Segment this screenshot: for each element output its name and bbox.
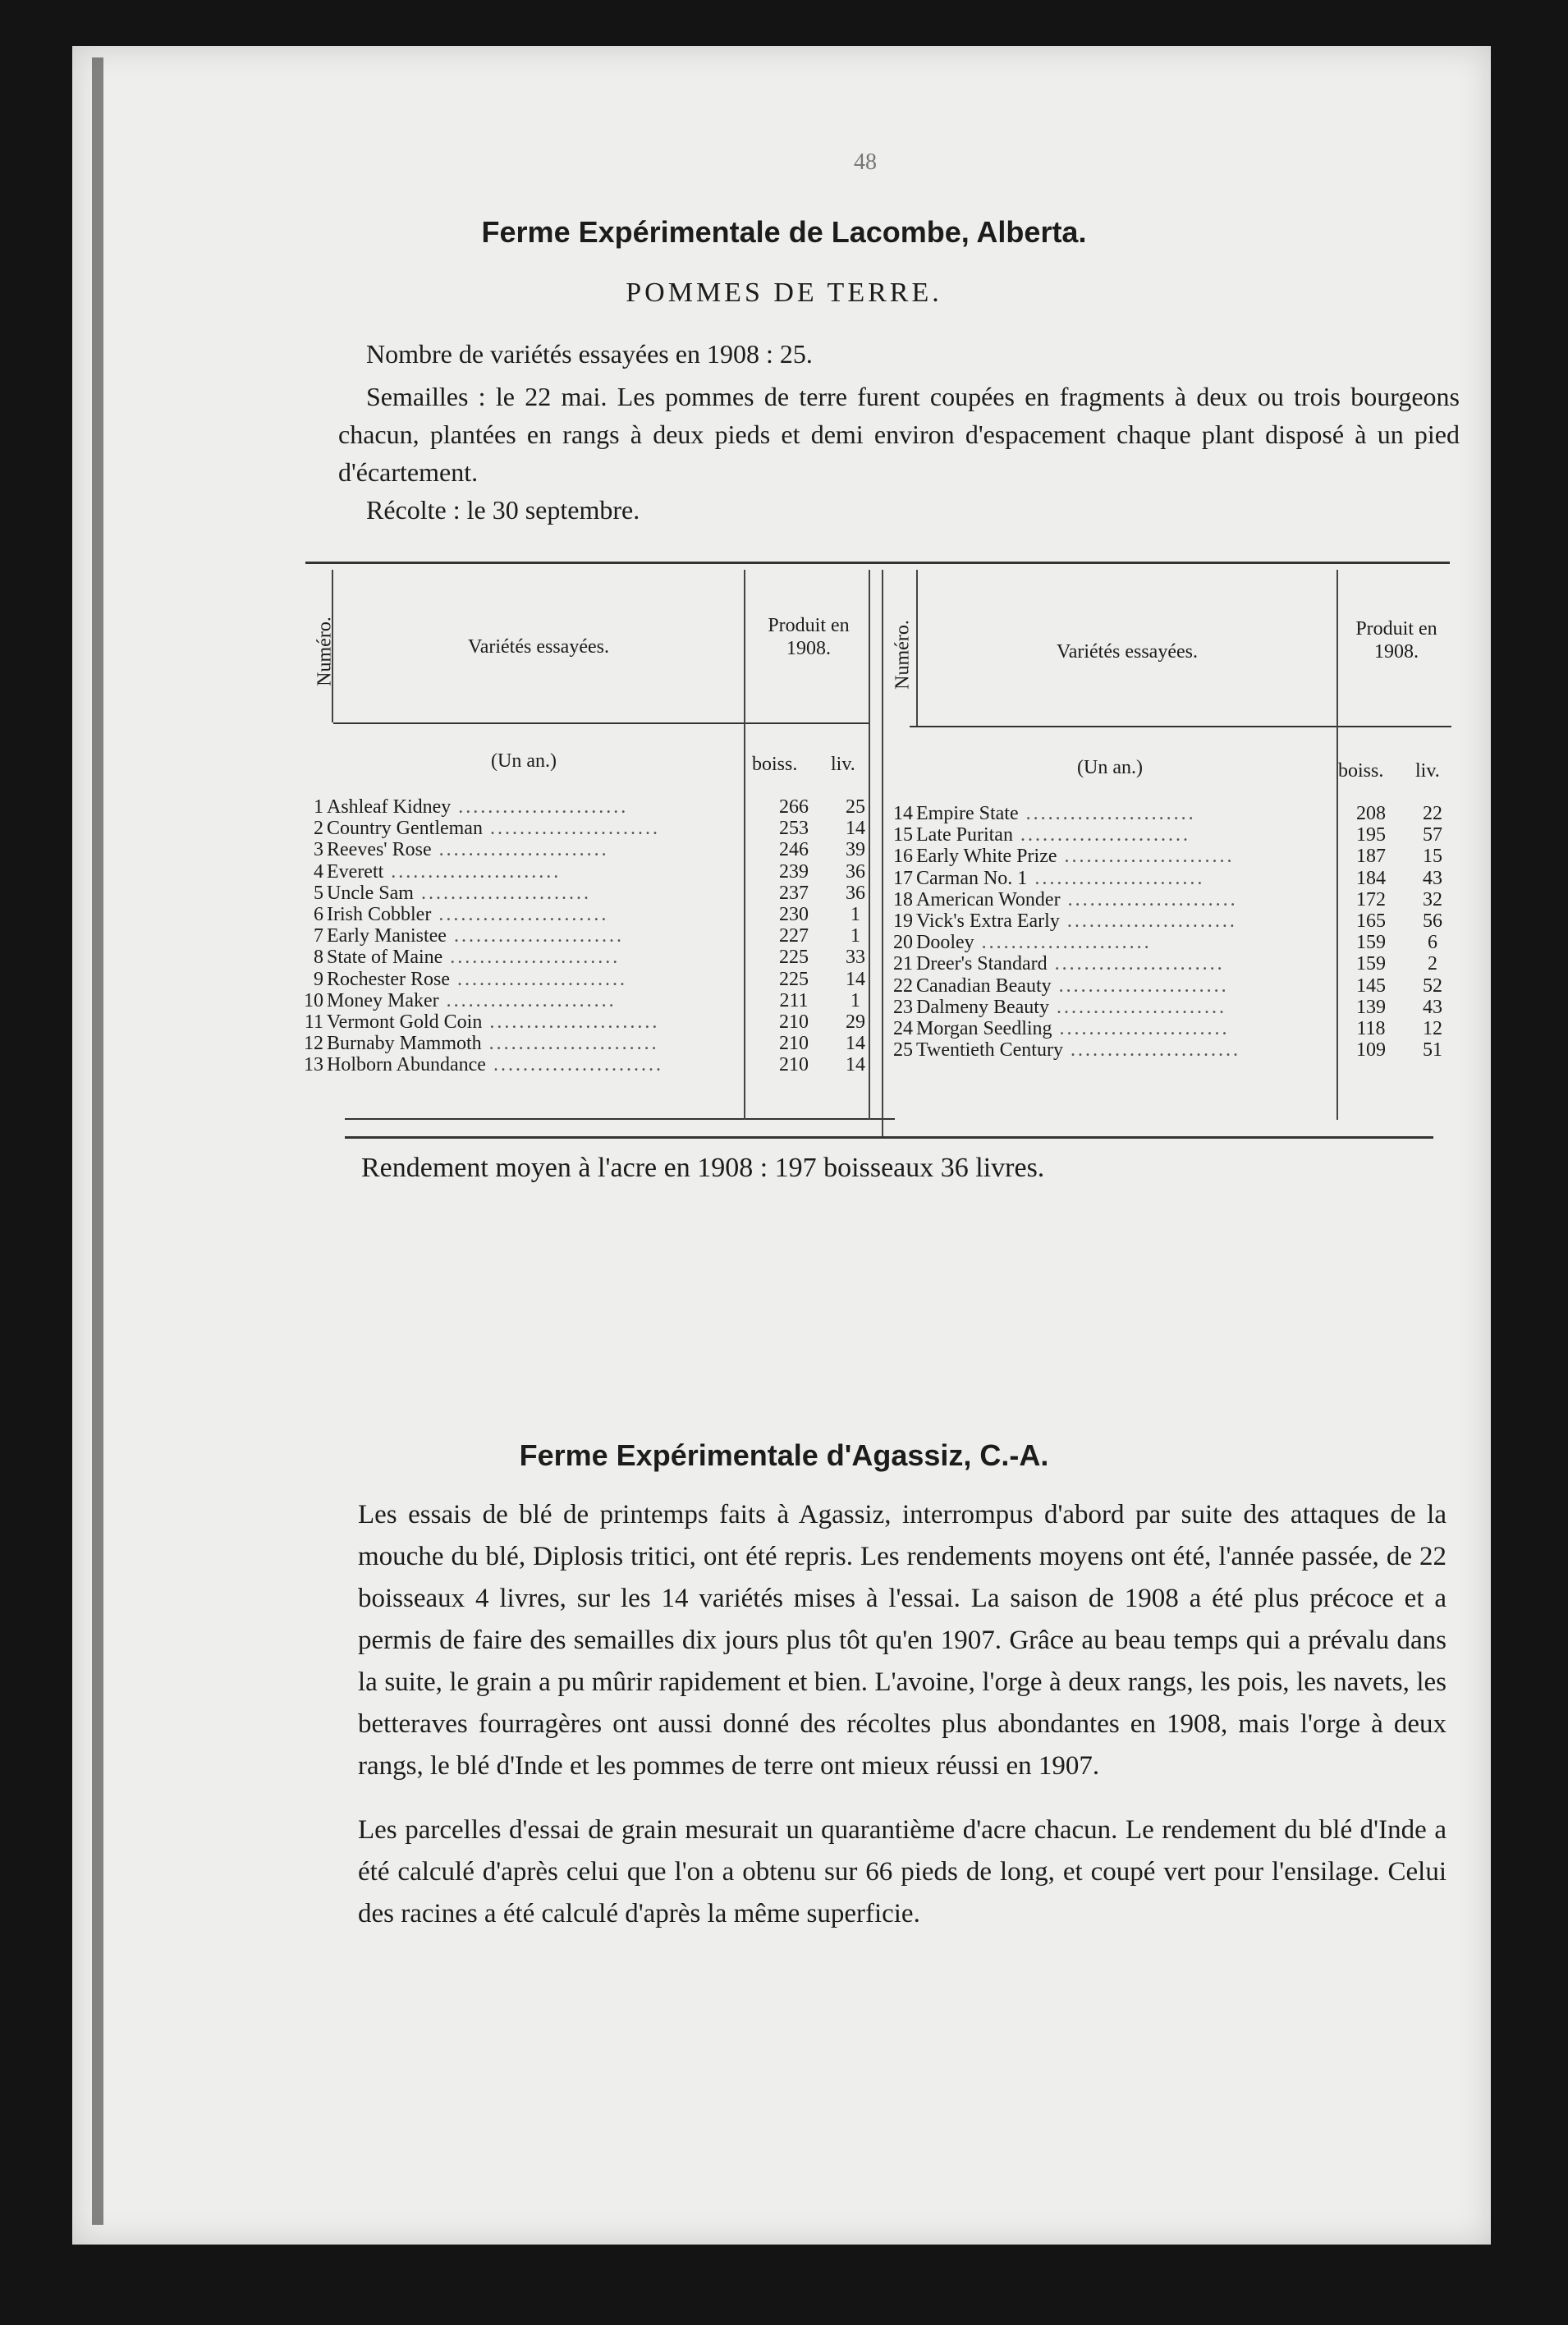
- row-number: 25: [893, 1039, 913, 1062]
- yield-boiss: 237: [779, 882, 809, 904]
- yield-boiss: 118: [1356, 1017, 1386, 1039]
- yield-boiss: 253: [779, 818, 809, 840]
- yield-liv: 39: [846, 839, 865, 861]
- table-row: [297, 1054, 872, 1075]
- yield-liv: 36: [846, 882, 865, 904]
- intro-recolte: Récolte : le 30 septembre.: [366, 495, 640, 525]
- variety-name: American Wonder .......................: [916, 888, 1238, 910]
- row-number: 19: [893, 910, 913, 932]
- yield-liv: 1: [850, 925, 860, 947]
- yield-boiss: 172: [1356, 888, 1386, 910]
- table-row: [887, 889, 1453, 910]
- row-number: 21: [893, 953, 913, 975]
- yield-liv: 43: [1423, 996, 1442, 1018]
- row-number: 16: [893, 846, 913, 868]
- variety-name: Rochester Rose .......................: [327, 968, 627, 990]
- page-number: 48: [854, 149, 877, 175]
- unit-liv-left: liv.: [831, 754, 855, 775]
- row-number: 22: [893, 974, 913, 997]
- variety-name: Early White Prize .......................: [916, 846, 1235, 868]
- yield-liv: 57: [1423, 824, 1442, 846]
- table-row: [887, 997, 1453, 1018]
- table-row: [887, 953, 1453, 974]
- row-number: 3: [314, 839, 323, 861]
- variety-name: Empire State .......................: [916, 803, 1196, 824]
- yield-liv: 51: [1423, 1039, 1442, 1062]
- variety-name: Canadian Beauty .......................: [916, 974, 1229, 997]
- table-right-body: [887, 803, 1453, 1061]
- variety-name: Dooley .......................: [916, 932, 1152, 954]
- unit-liv-right: liv.: [1415, 760, 1440, 782]
- row-number: 2: [314, 818, 323, 840]
- variety-name: Carman No. 1 .......................: [916, 867, 1205, 889]
- table-row: [297, 839, 872, 860]
- table-row: [887, 1018, 1453, 1039]
- row-number: 6: [314, 903, 323, 925]
- yield-boiss: 210: [779, 1011, 809, 1033]
- variety-name: Irish Cobbler .......................: [327, 903, 609, 925]
- yield-boiss: 211: [779, 989, 809, 1011]
- row-number: 14: [893, 803, 913, 824]
- yield-boiss: 165: [1356, 910, 1386, 932]
- variety-name: Money Maker .......................: [327, 989, 617, 1011]
- yield-liv: 25: [846, 796, 865, 818]
- row-number: 18: [893, 888, 913, 910]
- subheader-age-right: (Un an.): [1077, 757, 1143, 778]
- table-row: [297, 969, 872, 990]
- row-number: 15: [893, 824, 913, 846]
- yield-liv: 33: [846, 947, 865, 969]
- yield-liv: 1: [850, 989, 860, 1011]
- table-row: [887, 824, 1453, 846]
- variety-name: Morgan Seedling .......................: [916, 1017, 1230, 1039]
- average-yield: Rendement moyen à l'acre en 1908 : 197 boisseaux 36 livres.: [361, 1153, 1045, 1183]
- yield-boiss: 187: [1356, 846, 1386, 868]
- row-number: 11: [304, 1011, 323, 1033]
- variety-name: Reeves' Rose .......................: [327, 839, 609, 861]
- intro-semailles: Semailles : le 22 mai. Les pommes de terre furent coupées en fragments à deux ou trois bourgeons chacun, plantées en rangs à deux pieds et demi environ d'espacement chaque plant disposé à un pied d'écartement.: [338, 382, 1460, 487]
- table-top-rule: [305, 562, 1450, 564]
- variety-name: Dalmeny Beauty .......................: [916, 996, 1226, 1018]
- yield-liv: 56: [1423, 910, 1442, 932]
- yield-liv: 14: [846, 818, 865, 840]
- table-row: [297, 990, 872, 1011]
- yield-boiss: 159: [1356, 953, 1386, 975]
- table-row: [297, 818, 872, 839]
- yield-liv: 14: [846, 1033, 865, 1055]
- header-produit-left: Produit en 1908.: [768, 615, 850, 659]
- table-row: [887, 910, 1453, 932]
- yield-liv: 1: [850, 903, 860, 925]
- row-number: 13: [304, 1054, 323, 1076]
- row-number: 24: [893, 1017, 913, 1039]
- yield-boiss: 159: [1356, 932, 1386, 954]
- table-row: [887, 1039, 1453, 1061]
- subheader-age-left: (Un an.): [491, 750, 557, 772]
- yield-liv: 6: [1428, 932, 1437, 954]
- section-title-lacombe: Ferme Expérimentale de Lacombe, Alberta.: [481, 215, 1087, 249]
- table-row: [887, 932, 1453, 953]
- header-produit-right: Produit en 1908.: [1355, 618, 1437, 663]
- variety-name: Vick's Extra Early .......................: [916, 910, 1237, 932]
- variety-name: Vermont Gold Coin .......................: [327, 1011, 660, 1033]
- intro-varietes: Nombre de variétés essayées en 1908 : 25.: [366, 339, 813, 369]
- variety-name: Dreer's Standard .......................: [916, 953, 1225, 975]
- yield-liv: 14: [846, 1054, 865, 1076]
- table-row: [297, 925, 872, 947]
- table-left-body: [297, 796, 872, 1075]
- section-subtitle: POMMES DE TERRE.: [626, 277, 942, 308]
- yield-liv: 14: [846, 968, 865, 990]
- row-number: 4: [314, 860, 323, 883]
- variety-name: Early Manistee .......................: [327, 925, 624, 947]
- variety-name: Country Gentleman .......................: [327, 818, 660, 840]
- yield-boiss: 210: [779, 1033, 809, 1055]
- row-number: 23: [893, 996, 913, 1018]
- yield-liv: 43: [1423, 867, 1442, 889]
- yield-boiss: 145: [1356, 974, 1386, 997]
- section-title-agassiz: Ferme Expérimentale d'Agassiz, C.-A.: [519, 1438, 1049, 1472]
- variety-name: Burnaby Mammoth .......................: [327, 1033, 659, 1055]
- yield-boiss: 109: [1356, 1039, 1386, 1062]
- col-divider-4: [882, 570, 883, 1136]
- yield-liv: 22: [1423, 803, 1442, 824]
- variety-name: Everett .......................: [327, 860, 562, 883]
- header-numero-right: Numéro.: [892, 620, 914, 690]
- row-number: 7: [314, 925, 323, 947]
- table-bottom-rule: [345, 1136, 1433, 1139]
- yield-liv: 29: [846, 1011, 865, 1033]
- yield-boiss: 208: [1356, 803, 1386, 824]
- header-numero-left: Numéro.: [314, 617, 336, 686]
- row-number: 12: [304, 1033, 323, 1055]
- table-row: [297, 883, 872, 904]
- row-number: 17: [893, 867, 913, 889]
- yield-liv: 2: [1428, 953, 1437, 975]
- table-end-rule-left: [345, 1118, 895, 1120]
- header-varietes-right: Variétés essayées.: [1057, 641, 1198, 663]
- agassiz-paragraph-2: Les parcelles d'essai de grain mesurait un quarantième d'acre chacun. Le rendement du blé d'Inde a été calculé d'après celui que l'on a obtenu sur 66 pieds de long, et coupé vert pour l'ensilage. Celui des racines a été calculé d'après la même superficie.: [358, 1815, 1447, 1928]
- table-row: [297, 796, 872, 818]
- agassiz-paragraph-1: Les essais de blé de printemps faits à Agassiz, interrompus d'abord par suite des attaques de la mouche du blé, Diplosis tritici, ont été repris. Les rendements moyens ont été, l'année passée, de 22 boisseaux 4 livres, sur les 14 variétés mises à l'essai. La saison de 1908 a été plus précoce et a permis de faire des semailles dix jours plus tôt qu'en 1907. Grâce au beau temps qui a prévalu dans la suite, le grain a pu mûrir rapidement et bien. L'avoine, l'orge à deux rangs, les pois, les navets, les betteraves fourragères ont aussi donné des récoltes plus abondantes en 1908, mais l'orge à deux rangs, le blé d'Inde et les pommes de terre ont mieux réussi en 1907.: [358, 1500, 1447, 1781]
- variety-name: State of Maine .......................: [327, 947, 621, 969]
- row-number: 5: [314, 882, 323, 904]
- yield-boiss: 227: [779, 925, 809, 947]
- table-row: [887, 846, 1453, 867]
- yield-liv: 32: [1423, 888, 1442, 910]
- yield-liv: 36: [846, 860, 865, 883]
- table-header-rule-right: [910, 726, 1451, 727]
- yield-boiss: 266: [779, 796, 809, 818]
- table-row: [297, 1033, 872, 1054]
- yield-boiss: 225: [779, 947, 809, 969]
- table-row: [297, 861, 872, 883]
- yield-liv: 12: [1423, 1017, 1442, 1039]
- yield-boiss: 239: [779, 860, 809, 883]
- variety-name: Late Puritan .......................: [916, 824, 1190, 846]
- table-row: [297, 1011, 872, 1033]
- unit-boiss-left: boiss.: [752, 754, 798, 775]
- yield-boiss: 195: [1356, 824, 1386, 846]
- yield-liv: 15: [1423, 846, 1442, 868]
- yield-boiss: 230: [779, 903, 809, 925]
- variety-name: Uncle Sam .......................: [327, 882, 591, 904]
- variety-name: Twentieth Century .......................: [916, 1039, 1240, 1062]
- variety-name: Ashleaf Kidney .......................: [327, 796, 629, 818]
- table-header-rule-left: [333, 722, 870, 724]
- row-number: 10: [304, 989, 323, 1011]
- row-number: 1: [314, 796, 323, 818]
- binding-edge: [92, 57, 103, 2225]
- table-row: [297, 947, 872, 968]
- row-number: 20: [893, 932, 913, 954]
- row-number: 8: [314, 947, 323, 969]
- variety-name: Holborn Abundance .......................: [327, 1054, 663, 1076]
- yield-boiss: 139: [1356, 996, 1386, 1018]
- yield-liv: 52: [1423, 974, 1442, 997]
- yield-boiss: 225: [779, 968, 809, 990]
- yield-boiss: 184: [1356, 867, 1386, 889]
- row-number: 9: [314, 968, 323, 990]
- table-row: [887, 975, 1453, 997]
- table-row: [297, 904, 872, 925]
- table-row: [887, 868, 1453, 889]
- unit-boiss-right: boiss.: [1338, 760, 1384, 782]
- table-row: [887, 803, 1453, 824]
- header-varietes-left: Variétés essayées.: [468, 636, 609, 658]
- yield-boiss: 246: [779, 839, 809, 861]
- yield-boiss: 210: [779, 1054, 809, 1076]
